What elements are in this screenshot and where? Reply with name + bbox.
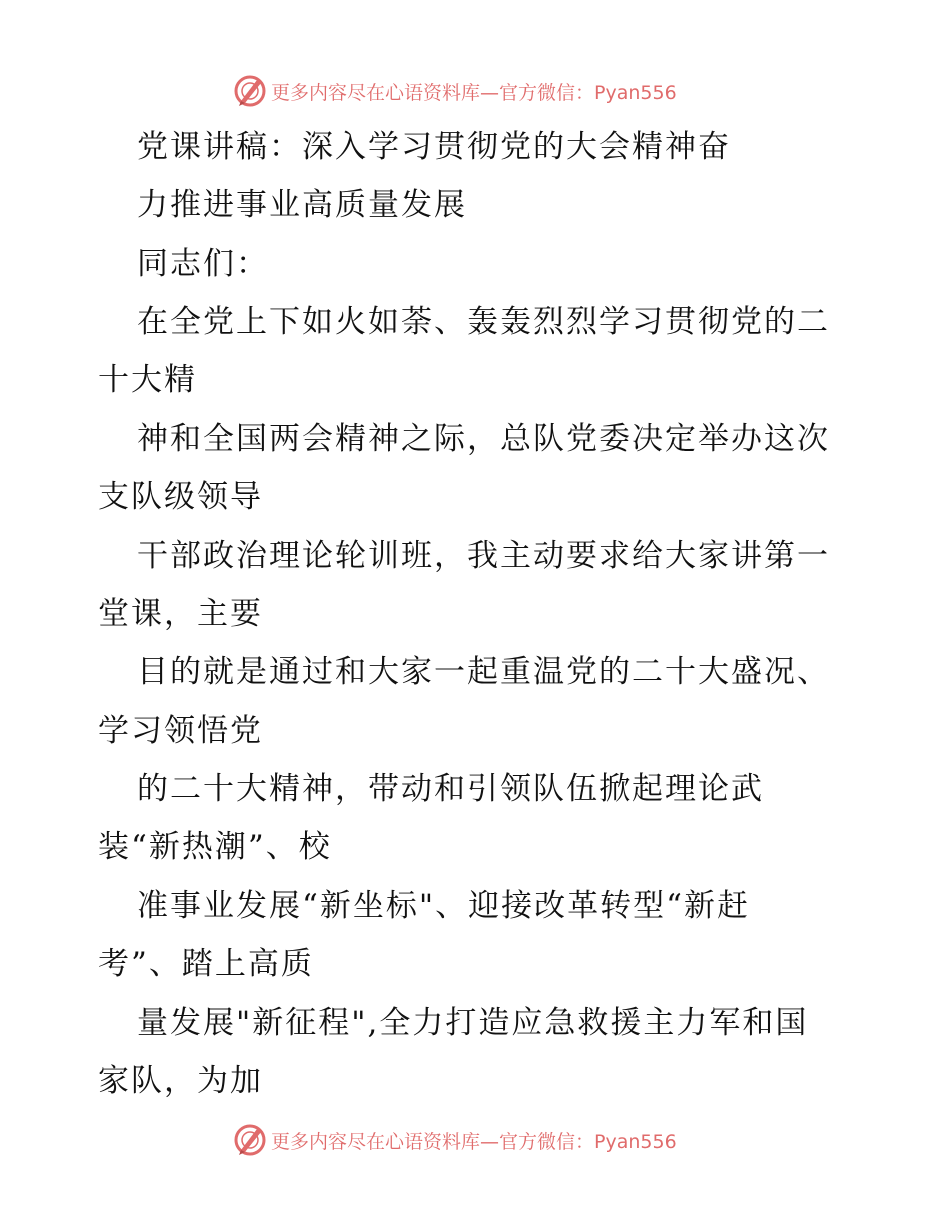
footer-watermark-banner — [233, 1121, 677, 1159]
watermark-text: 更多内容尽在心语资料库—官方微信：Pyan556 — [271, 1130, 677, 1153]
pen-on-circle-logo-icon — [233, 74, 267, 108]
paragraph-line: 堂课，主要 — [98, 596, 263, 632]
paragraph-line: 量发展"新征程",全力打造应急救援主力军和国 — [137, 1005, 809, 1041]
paragraph-line: 神和全国两会精神之际，总队党委决定举办这次 — [137, 421, 830, 457]
paragraph-line: 学习领悟党 — [98, 713, 263, 749]
salutation: 同志们： — [137, 246, 269, 282]
paragraph-line: 装“新热潮”、校 — [98, 829, 332, 865]
header-watermark-banner — [233, 72, 677, 110]
paragraph-line: 目的就是通过和大家一起重温党的二十大盛况、 — [137, 654, 830, 690]
paragraph-line: 在全党上下如火如荼、轰轰烈烈学习贯彻党的二 — [137, 304, 830, 340]
watermark-text: 更多内容尽在心语资料库—官方微信：Pyan556 — [271, 81, 677, 104]
paragraph-line: 家队，为加 — [98, 1063, 263, 1099]
title-line-1: 党课讲稿：深入学习贯彻党的大会精神奋 — [137, 129, 731, 165]
paragraph-line: 支队级领导 — [98, 479, 263, 515]
title-line-2: 力推进事业高质量发展 — [137, 187, 467, 223]
paragraph-line: 准事业发展“新坐标"、迎接改革转型“新赶 — [137, 888, 750, 924]
paragraph-line: 考”、踏上高质 — [98, 946, 314, 982]
paragraph-line: 十大精 — [98, 362, 197, 398]
paragraph-line: 的二十大精神，带动和引领队伍掀起理论武 — [137, 771, 764, 807]
pen-on-circle-logo-icon — [233, 1123, 267, 1157]
paragraph-line: 干部政治理论轮训班，我主动要求给大家讲第一 — [137, 538, 830, 574]
